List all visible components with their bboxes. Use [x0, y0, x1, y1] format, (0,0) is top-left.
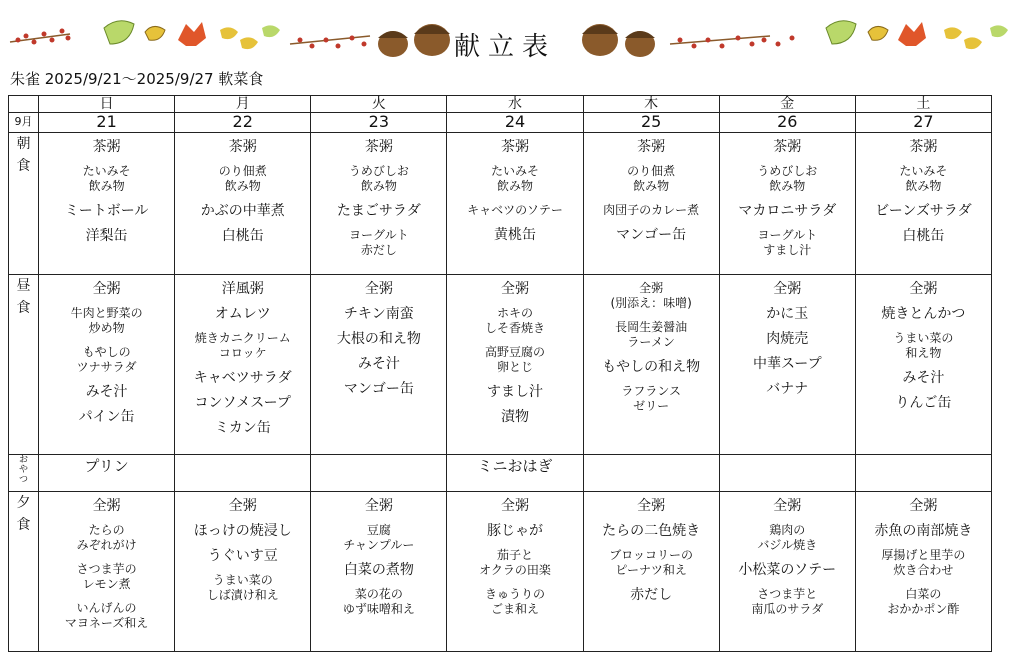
weekday-cell: 月: [175, 96, 311, 113]
menu-item: 白菜の おかかポン酢: [887, 586, 960, 616]
menu-item: さつま芋の レモン煮: [76, 561, 137, 591]
menu-item: 茄子と オクラの田楽: [479, 547, 551, 577]
menu-item: もやしの ツナサラダ: [76, 344, 137, 374]
menu-item: バナナ: [766, 380, 809, 397]
menu-item: りんご缶: [895, 394, 952, 411]
menu-item: 全粥: [773, 280, 802, 297]
breakfast-cell: [583, 132, 719, 274]
menu-item: 豚じゃが: [486, 522, 543, 539]
date-cell: 22: [175, 113, 311, 132]
menu-item: ブロッコリーの ピーナツ和え: [609, 547, 694, 577]
menu-item: 全粥: [773, 497, 802, 514]
menu-item: 赤魚の南部焼き: [874, 522, 973, 539]
menu-item: 全粥: [92, 280, 121, 297]
dinner-cell: [719, 491, 855, 651]
menu-item: 洋風粥: [221, 280, 264, 297]
menu-item: マンゴー缶: [616, 226, 687, 243]
snack-cell: ミニおはぎ: [447, 455, 583, 492]
month-label: 9月: [9, 113, 39, 132]
dinner-cell: [583, 491, 719, 651]
menu-item: 焼きカニクリーム コロッケ: [194, 330, 291, 360]
menu-item: ビーンズサラダ: [875, 202, 972, 219]
menu-item: ほっけの焼浸し: [193, 522, 292, 539]
menu-item: ホキの しそ香焼き: [484, 305, 545, 335]
menu-item: たいみそ 飲み物: [490, 163, 539, 193]
menu-item: 厚揚げと里芋の 炊き合わせ: [881, 547, 966, 577]
menu-item: マンゴー缶: [343, 380, 414, 397]
menu-item: うめびしお 飲み物: [757, 163, 818, 193]
weekday-cell: 水: [447, 96, 583, 113]
date-row: [9, 113, 992, 132]
menu-item: 焼きとんかつ: [881, 305, 966, 322]
lunch-row: [9, 274, 992, 455]
menu-item: 全粥: [364, 280, 393, 297]
menu-item: 高野豆腐の 卵とじ: [484, 344, 545, 374]
menu-item: たいみそ 飲み物: [82, 163, 131, 193]
menu-item: チキン南蛮: [343, 305, 414, 322]
menu-item: 全粥: [637, 497, 666, 514]
menu-item: 全粥: [92, 497, 121, 514]
menu-item: ヨーグルト 赤だし: [349, 227, 409, 257]
menu-item: 白桃缶: [221, 227, 264, 244]
weekday-cell: 土: [855, 96, 991, 113]
dinner-cell: [855, 491, 991, 651]
dinner-cell: [447, 491, 583, 651]
menu-item: キャベツサラダ: [193, 369, 292, 386]
breakfast-cell: [39, 132, 175, 274]
menu-item: いんげんの マヨネーズ和え: [64, 600, 149, 630]
lunch-label: 昼 食: [9, 274, 39, 455]
menu-item: 肉焼売: [766, 330, 809, 347]
menu-item: みそ汁: [357, 355, 400, 372]
menu-item: みそ汁: [85, 383, 128, 400]
menu-item: パイン缶: [78, 408, 135, 425]
weekday-row: [9, 96, 992, 113]
lunch-cell: [855, 274, 991, 455]
menu-subtitle: 朱雀 2025/9/21〜2025/9/27 軟菜食: [10, 70, 264, 88]
date-cell: 24: [447, 113, 583, 132]
decorative-header: [0, 0, 1024, 68]
menu-item: うめびしお 飲み物: [348, 163, 409, 193]
menu-item: 全粥: [500, 280, 529, 297]
snack-row: [9, 455, 992, 492]
menu-item: みそ汁: [902, 369, 945, 386]
menu-item: 菜の花の ゆず味噌和え: [342, 586, 415, 616]
lunch-cell: [39, 274, 175, 455]
dinner-label: 夕 食: [9, 491, 39, 651]
menu-item: 茶粥: [909, 138, 938, 155]
menu-item: 長岡生姜醤油 ラーメン: [615, 319, 688, 349]
lunch-cell: [311, 274, 447, 455]
lunch-cell: [583, 274, 719, 455]
menu-item: 全粥 (別添え：味噌): [610, 280, 692, 310]
menu-item: 茶粥: [364, 138, 393, 155]
menu-item: 漬物: [500, 408, 529, 425]
menu-item: さつま芋と 南瓜のサラダ: [751, 586, 824, 616]
snack-cell: [311, 455, 447, 492]
menu-item: たまごサラダ: [336, 202, 421, 219]
menu-item: のり佃煮 飲み物: [627, 163, 676, 193]
menu-item: 中華スープ: [752, 355, 822, 372]
menu-item: うまい菜の しば漬け和え: [206, 572, 279, 602]
menu-item: 豆腐 チャンプルー: [343, 522, 415, 552]
date-cell: 23: [311, 113, 447, 132]
menu-item: 黄桃缶: [493, 226, 536, 243]
dinner-row: [9, 491, 992, 651]
dinner-cell: [175, 491, 311, 651]
menu-item: 白桃缶: [902, 227, 945, 244]
snack-label: お や つ: [9, 455, 39, 492]
menu-item: かに玉: [766, 305, 809, 322]
menu-item: たいみそ 飲み物: [899, 163, 948, 193]
menu-item: キャベツのソテー: [467, 202, 563, 217]
snack-cell: [175, 455, 311, 492]
date-cell: 26: [719, 113, 855, 132]
menu-item: 茶粥: [637, 138, 666, 155]
menu-item: マカロニサラダ: [738, 202, 837, 219]
breakfast-cell: [175, 132, 311, 274]
menu-item: ミートボール: [64, 202, 149, 219]
menu-item: たらの二色焼き: [602, 522, 701, 539]
snack-cell: プリン: [39, 455, 175, 492]
snack-cell: [719, 455, 855, 492]
menu-item: かぶの中華煮: [200, 202, 285, 219]
weekday-cell: 木: [583, 96, 719, 113]
snack-cell: [583, 455, 719, 492]
menu-item: 肉団子のカレー煮: [603, 202, 700, 217]
menu-item: 牛肉と野菜の 炒め物: [70, 305, 143, 335]
menu-item: 赤だし: [630, 586, 673, 603]
breakfast-cell: [719, 132, 855, 274]
breakfast-cell: [311, 132, 447, 274]
breakfast-label: 朝 食: [9, 132, 39, 274]
menu-item: 小松菜のソテー: [738, 561, 837, 578]
menu-item: 白菜の煮物: [343, 561, 414, 578]
weekday-cell: 金: [719, 96, 855, 113]
lunch-cell: [719, 274, 855, 455]
menu-item: 全粥: [909, 497, 938, 514]
breakfast-row: [9, 132, 992, 274]
date-cell: 27: [855, 113, 991, 132]
menu-item: すまし汁: [486, 383, 543, 400]
menu-item: コンソメスープ: [194, 394, 291, 411]
menu-item: 洋梨缶: [85, 227, 128, 244]
date-cell: 21: [39, 113, 175, 132]
menu-item: 茶粥: [773, 138, 802, 155]
menu-item: 全粥: [228, 497, 257, 514]
menu-item: 茶粥: [92, 138, 121, 155]
menu-item: 全粥: [909, 280, 938, 297]
weekday-cell: 日: [39, 96, 175, 113]
breakfast-cell: [447, 132, 583, 274]
page-title: 献立表: [454, 32, 557, 62]
lunch-cell: [447, 274, 583, 455]
menu-item: 大根の和え物: [336, 330, 421, 347]
menu-item: ミカン缶: [214, 419, 271, 436]
corner-cell: [9, 96, 39, 113]
menu-item: 茶粥: [500, 138, 529, 155]
menu-item: うぐいす豆: [207, 547, 278, 564]
menu-table: [8, 95, 992, 652]
menu-item: ヨーグルト すまし汁: [757, 227, 818, 257]
menu-item: うまい菜の 和え物: [893, 330, 954, 360]
dinner-cell: [39, 491, 175, 651]
menu-item: たらの みぞれがけ: [76, 522, 137, 552]
menu-item: のり佃煮 飲み物: [218, 163, 267, 193]
menu-item: 全粥: [364, 497, 393, 514]
menu-item: オムレツ: [214, 305, 271, 322]
breakfast-cell: [855, 132, 991, 274]
date-cell: 25: [583, 113, 719, 132]
menu-item: 全粥: [500, 497, 529, 514]
menu-item: 鶏肉の バジル焼き: [757, 522, 818, 552]
menu-item: 茶粥: [228, 138, 257, 155]
menu-item: きゅうりの ごま和え: [484, 586, 545, 616]
menu-item: もやしの和え物: [602, 358, 701, 375]
menu-item: ラフランス ゼリー: [621, 383, 681, 413]
snack-cell: [855, 455, 991, 492]
weekday-cell: 火: [311, 96, 447, 113]
lunch-cell: [175, 274, 311, 455]
dinner-cell: [311, 491, 447, 651]
